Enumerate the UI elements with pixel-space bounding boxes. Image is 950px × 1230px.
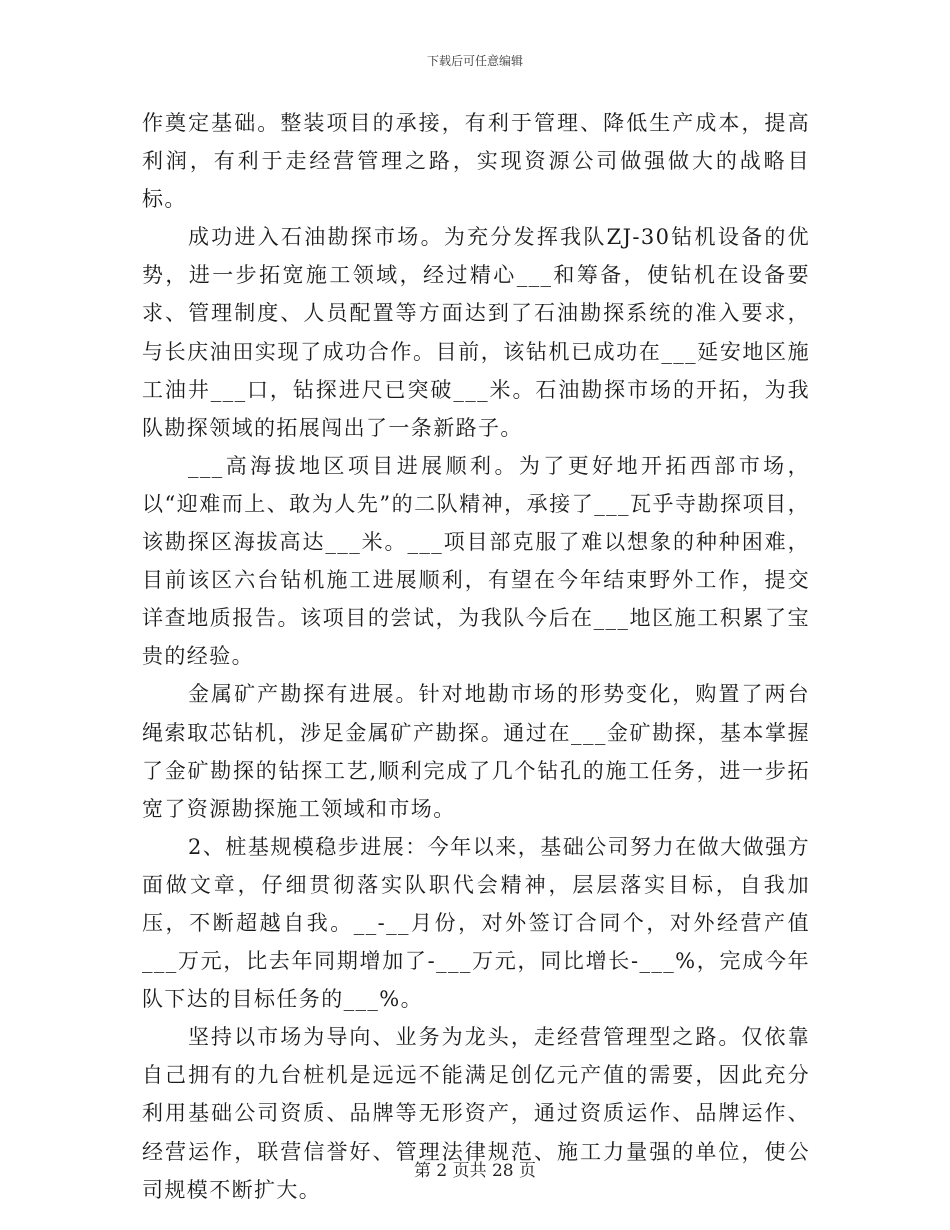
- page-number: 第 2 页共 28 页: [413, 1161, 537, 1181]
- document-body: [142, 104, 810, 1209]
- paragraph-market-orientation: 坚持以市场为导向、业务为龙头，走经营管理型之路。仅依靠自己拥有的九台桩机是远远不能满足创亿元产值的需要，因此充分利用基础公司资质、品牌等无形资产，通过资质运作、品牌运作、经营运作，联营信誉好、管理法律规范、施工力量强的单位，使公司规模不断扩大。: [142, 1025, 810, 1202]
- paragraph-pile-foundation: 2、桩基规模稳步进展：今年以来，基础公司努力在做大做强方面做文章，仔细贯彻落实队职代会精神，层层落实目标，自我加压，不断超越自我。__-__月份，对外签订合同个，对外经营产值___万元，比去年同期增加了-___万元，同比增长-___%，完成今年队下达的目标任务的___%。: [142, 834, 810, 1012]
- paragraph-oil-exploration: 成功进入石油勘探市场。为充分发挥我队ZJ-30钻机设备的优势，进一步拓宽施工领域，经过精心___和筹备，使钻机在设备要求、管理制度、人员配置等方面达到了石油勘探系统的准入要求，与长庆油田实现了成功合作。目前，该钻机已成功在___延安地区施工油井___口，钻探进尺已突破___米。石油勘探市场的开拓，为我队勘探领域的拓展闯出了一条新路子。: [142, 225, 810, 440]
- paragraph-continuation: 作奠定基础。整装项目的承接，有利于管理、降低生产成本，提高利润，有利于走经营管理之路，实现资源公司做强做大的战略目标。: [142, 111, 810, 212]
- paragraph-high-altitude-project: ___高海拔地区项目进展顺利。为了更好地开拓西部市场，以“迎难而上、敢为人先”的二队精神，承接了___瓦乎寺勘探项目，该勘探区海拔高达___米。___项目部克服了难以想象的种种困难，目前该区六台钻机施工进展顺利，有望在今年结束野外工作，提交详查地质报告。该项目的尝试，为我队今后在___地区施工积累了宝贵的经验。: [142, 453, 810, 669]
- page-header: 下载后可任意编辑: [426, 54, 523, 68]
- paragraph-metal-mineral-exploration: 金属矿产勘探有进展。针对地勘市场的形势变化，购置了两台绳索取芯钻机，涉足金属矿产勘探。通过在___金矿勘探，基本掌握了金矿勘探的钻探工艺,顺利完成了几个钻孔的施工任务，进一步拓宽了资源勘探施工领域和市场。: [142, 682, 810, 821]
